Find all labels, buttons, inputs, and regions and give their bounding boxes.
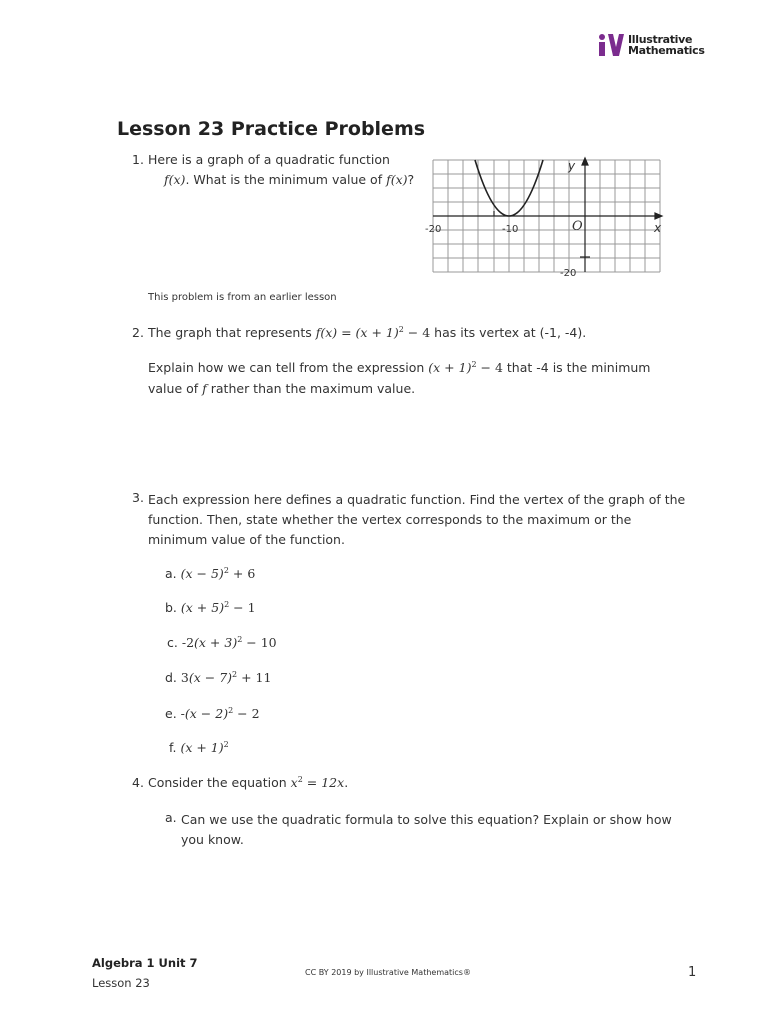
problem-2-number: 2.: [132, 325, 144, 340]
problem-3d: d. $3(x - 7)^2 + 11$: [165, 670, 272, 686]
im-logo-icon: [598, 33, 628, 57]
origin-label: O: [572, 219, 583, 234]
y-axis-label: y: [568, 159, 576, 173]
problem-2-line3: value of f rather than the maximum value.: [148, 381, 416, 396]
logo-line1: Illustrative: [628, 33, 693, 46]
problem-3-text: Each expression here defines a quadratic function. Find the vertex of the graph of the function. Then, state whether the vertex corresponds to the maximum or the minimum value of the function.: [148, 492, 686, 547]
tick-y-neg20: -20: [560, 268, 577, 279]
problem-2-line2: Explain how we can tell from the expression $(x + 1)^2 - 4$ that -4 is the minimum: [148, 360, 651, 376]
quadratic-graph: [420, 150, 670, 280]
footer-course: Algebra 1 Unit 7: [92, 956, 198, 970]
problem-4a-text: Can we use the quadratic formula to solve this equation? Explain or show how you know.: [181, 812, 672, 847]
problem-3f: f. $(x + 1)^2$: [169, 740, 229, 756]
problem-4-line1: Consider the equation $x^2 = 12x$.: [148, 775, 349, 791]
problem-3-number: 3.: [132, 490, 144, 505]
problem-1-line2: f(x). What is the minimum value of f(x)?: [164, 172, 415, 187]
problem-4-number: 4.: [132, 775, 144, 790]
x-axis-label: x: [654, 221, 662, 235]
problem-4a-label: a.: [165, 810, 177, 825]
logo-line2: Mathematics: [628, 44, 705, 57]
problem-1-number: 1.: [132, 152, 144, 167]
im-logo: [598, 33, 705, 60]
problem-3b: b. $(x + 5)^2 - 1$: [165, 600, 256, 616]
problem-1-line1: Here is a graph of a quadratic function: [148, 152, 390, 167]
footer-lesson: Lesson 23: [92, 976, 150, 990]
page-number: 1: [688, 965, 697, 980]
problem-3e: e. $-(x - 2)^2 - 2$: [165, 706, 260, 722]
tick-x-neg20: -20: [425, 224, 442, 235]
problem-3a: a. $(x - 5)^2 + 6$: [165, 566, 256, 582]
problem-2-line1: The graph that represents $f(x) = (x + 1)^2 - 4$ has its vertex at (-1, -4).: [148, 325, 587, 341]
problem-3c: c. $-2(x + 3)^2 - 10$: [167, 635, 277, 651]
tick-x-neg10: -10: [502, 224, 519, 235]
earlier-lesson-note: This problem is from an earlier lesson: [148, 292, 337, 303]
footer-license: CC BY 2019 by Illustrative Mathematics®: [305, 968, 471, 977]
page-title: Lesson 23 Practice Problems: [117, 118, 426, 140]
